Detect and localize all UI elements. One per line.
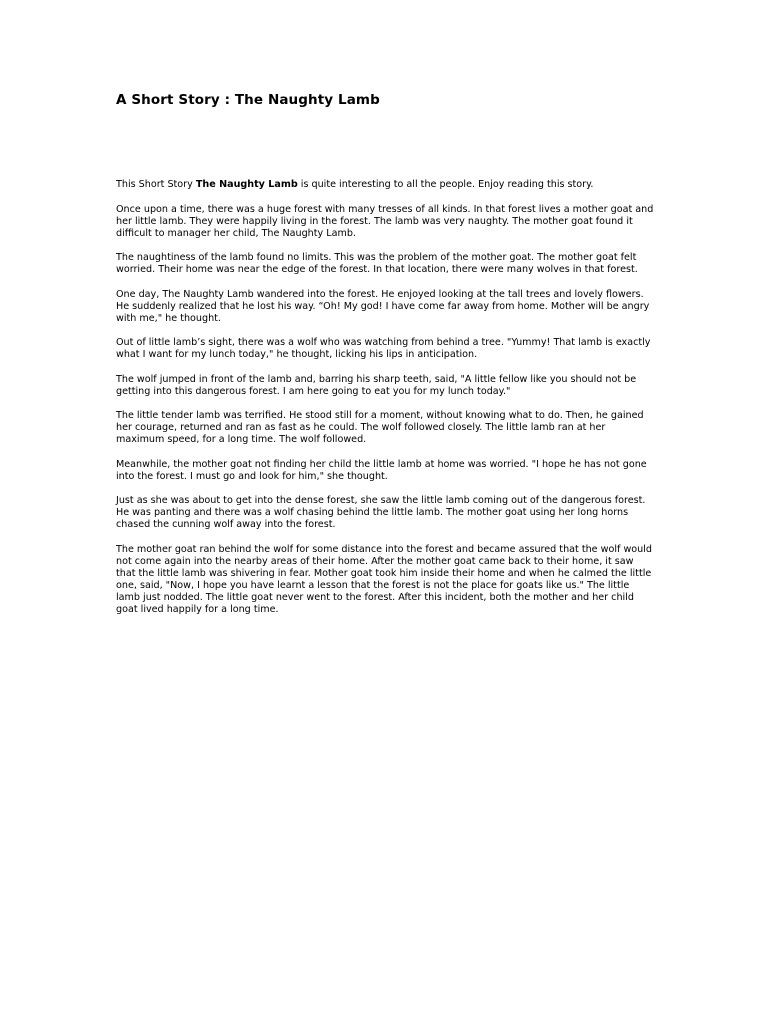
story-paragraph-1: Once upon a time, there was a huge forest with many tresses of all kinds. In that forest lives a mother goat and her little lamb. They were happily living in the forest. The lamb was very naughty. The mother goat found it difficult to manager her child, The Naughty Lamb. — [116, 203, 654, 239]
story-paragraph-8: Just as she was about to get into the dense forest, she saw the little lamb coming out of the dangerous forest. He was panting and there was a wolf chasing behind the little lamb. The mother goat using her long horns chased the cunning wolf away into the forest. — [116, 495, 646, 530]
intro-text-start: This Short Story — [116, 179, 196, 190]
story-paragraph-6: The little tender lamb was terrified. He stood still for a moment, without knowing what to do. Then, he gained her courage, returned and ran as fast as he could. The wolf followed closely. The little lamb ran at her maximum speed, for a long time. The wolf followed. — [116, 410, 644, 445]
story-paragraph-7: Meanwhile, the mother goat not finding her child the little lamb at home was worried. "I hope he has not gone into the forest. I must go and look for him," she thought. — [116, 458, 647, 482]
intro-text-end: is quite interesting to all the people. Enjoy reading this story. — [297, 179, 594, 190]
story-name-bold: The Naughty Lamb — [195, 179, 298, 190]
story-paragraph-3: One day, The Naughty Lamb wandered into the forest. He enjoyed looking at the tall trees and lovely flowers. He suddenly realized that he lost his way. “Oh! My god! I have come far away from home. Mother will be angry with me," he thought. — [116, 288, 650, 324]
story-paragraph-2: The naughtiness of the lamb found no limits. This was the problem of the mother goat. The mother goat felt worried. Their home was near the edge of the forest. In that location, there were many wolves in that forest. — [116, 252, 638, 275]
story-body — [116, 179, 654, 616]
document-page — [116, 92, 654, 628]
page-title: A Short Story : The Naughty Lamb — [116, 92, 380, 108]
story-paragraph-9: The mother goat ran behind the wolf for some distance into the forest and became assured that the wolf would not come again into the nearby areas of their home. After the mother goat came back to their home, it saw that the little lamb was shivering in fear. Mother goat took him inside their home and when he calmed the little one, said, "Now, I hope you have learnt a lesson that the forest is not the place for goats like us." The little lamb just nodded. The little goat never went to the forest. After this incident, both the mother and her child goat lived happily for a long time. — [116, 543, 652, 615]
story-paragraph-5: The wolf jumped in front of the lamb and, barring his sharp teeth, said, "A little fellow like you should not be getting into this dangerous forest. I am here going to eat you for my lunch today." — [116, 373, 637, 397]
intro-paragraph — [116, 179, 654, 191]
story-paragraph-4: Out of little lamb’s sight, there was a wolf who was watching from behind a tree. "Yummy! That lamb is exactly what I want for my lunch today," he thought, licking his lips in anticipation. — [116, 337, 651, 360]
